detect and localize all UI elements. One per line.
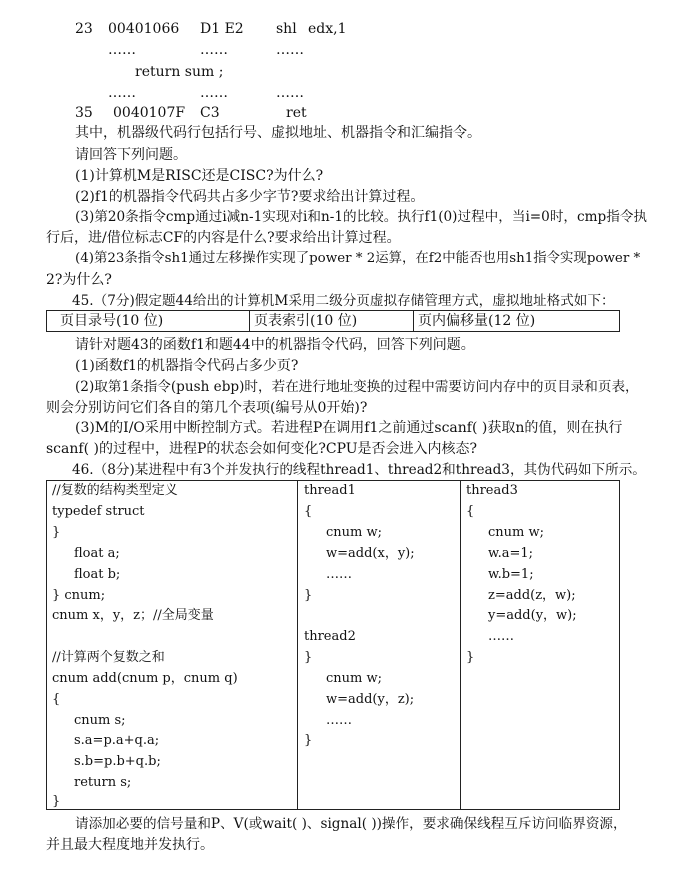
field-page-table-index: 页表索引(10 位): [254, 313, 358, 329]
asm-ellipsis: ……: [276, 85, 304, 101]
asm-row23-mnem: shl: [276, 21, 297, 37]
asm-row35-code: C3: [200, 105, 220, 121]
asm-row23-lineno: 23: [75, 21, 93, 37]
asm-ellipsis: ……: [108, 85, 136, 101]
asm-return-stmt: return sum ;: [135, 64, 224, 80]
q44-note: 其中，机器级代码行包括行号、虚拟地址、机器指令和汇编指令。: [75, 125, 481, 141]
asm-ellipsis: ……: [200, 85, 228, 101]
q44-sub3-line1: (3)第20条指令cmp通过i减n-1实现对i和n-1的比较。执行f1(0)过程中，当i=0时，cmp指令执: [75, 209, 648, 225]
code-line: {: [466, 504, 475, 519]
code-line: }: [304, 588, 313, 603]
code-line: //复数的结构类型定义: [52, 483, 178, 498]
table-divider: [413, 310, 414, 332]
code-line: cnum add(cnum p，cnum q): [52, 671, 238, 686]
code-line: ……: [488, 629, 514, 644]
asm-ellipsis: ……: [276, 42, 304, 58]
code-line: z=add(z，w);: [488, 588, 576, 603]
field-page-offset: 页内偏移量(12 位): [418, 313, 536, 329]
q46-footer-line1: 请添加必要的信号量和P、V(或wait( )、signal( ))操作，要求确保线程互斥访问临界资源，: [75, 816, 627, 832]
q45-sub3-line2: scanf( )的过程中，进程P的状态会如何变化?CPU是否会进入内核态?: [46, 441, 478, 457]
q46-footer-line2: 并且最大程度地并发执行。: [46, 837, 214, 853]
code-line: w=add(y，z);: [326, 692, 415, 707]
q45-sub1: (1)函数f1的机器指令代码占多少页?: [75, 358, 299, 374]
thread1-header: thread1: [304, 483, 356, 498]
field-page-directory: 页目录号(10 位): [60, 313, 164, 329]
asm-row23-opnd: edx,1: [308, 21, 347, 37]
code-line: }: [466, 650, 475, 665]
code-line: w.a=1;: [488, 546, 534, 561]
asm-row35-mnem: ret: [286, 105, 307, 121]
code-line: w.b=1;: [488, 567, 534, 582]
code-line: s.a=p.a+q.a;: [74, 733, 160, 748]
code-line: w=add(x，y);: [326, 546, 415, 561]
code-line: } cnum;: [52, 588, 106, 603]
code-line: return s;: [74, 775, 132, 790]
q45-sub2-line2: 则会分别访问它们各自的第几个表项(编号从0开始)?: [46, 400, 368, 416]
q44-sub2: (2)f1的机器指令代码共占多少字节?要求给出计算过程。: [75, 189, 425, 205]
code-line: float a;: [74, 546, 120, 561]
thread2-header: thread2: [304, 629, 356, 644]
code-line: cnum w;: [326, 671, 382, 686]
q44-sub1: (1)计算机M是RISC还是CISC?为什么?: [75, 168, 324, 184]
code-line: float b;: [74, 567, 121, 582]
code-line: }: [304, 650, 313, 665]
table-divider: [249, 310, 250, 332]
q45-sub3-line1: (3)M的I/O采用中断控制方式。若进程P在调用f1之前通过scanf( )获取n的值，则在执行: [75, 420, 623, 436]
code-line: cnum w;: [488, 525, 544, 540]
code-line: //计算两个复数之和: [52, 650, 165, 665]
table-divider: [297, 480, 298, 810]
code-line: }: [52, 794, 61, 809]
q44-sub4-line2: 2?为什么?: [46, 272, 112, 288]
q46-title: 46.（8分)某进程中有3个并发执行的线程thread1、thread2和thread3，其伪代码如下所示。: [72, 462, 646, 478]
table-divider: [460, 480, 461, 810]
code-line: cnum w;: [326, 525, 382, 540]
q45-sub2-line1: (2)取第1条指令(push ebp)时，若在进行地址变换的过程中需要访问内存中的页目录和页表，: [75, 379, 639, 395]
code-line: typedef struct: [52, 504, 145, 519]
code-line: {: [52, 692, 61, 707]
q45-intro: 请针对题43的函数f1和题44中的机器指令代码，回答下列问题。: [75, 337, 475, 353]
asm-row35-lineno: 35: [75, 105, 93, 121]
code-line: cnum x，y，z；//全局变量: [52, 608, 214, 623]
q45-title: 45.（7分)假定题44给出的计算机M采用二级分页虚拟存储管理方式，虚拟地址格式如下：: [72, 293, 615, 309]
asm-row23-code: D1 E2: [200, 21, 244, 37]
asm-ellipsis: ……: [108, 42, 136, 58]
code-line: y=add(y，w);: [488, 608, 577, 623]
code-line: ……: [326, 567, 352, 582]
code-line: }: [304, 733, 313, 748]
thread3-header: thread3: [466, 483, 518, 498]
code-line: cnum s;: [74, 713, 126, 728]
asm-row35-addr: 0040107F: [113, 105, 186, 121]
q44-prompt: 请回答下列问题。: [75, 147, 187, 163]
code-line: s.b=p.b+q.b;: [74, 754, 161, 769]
q44-sub3-line2: 行后，进/借位标志CF的内容是什么?要求给出计算过程。: [46, 230, 401, 246]
q44-sub4-line1: (4)第23条指令sh1通过左移操作实现了power * 2运算，在f2中能否也用sh1指令实现power *: [75, 251, 641, 266]
code-line: }: [52, 525, 61, 540]
asm-row23-addr: 00401066: [108, 21, 180, 37]
code-line: ……: [326, 713, 352, 728]
asm-ellipsis: ……: [200, 42, 228, 58]
code-line: {: [304, 504, 313, 519]
